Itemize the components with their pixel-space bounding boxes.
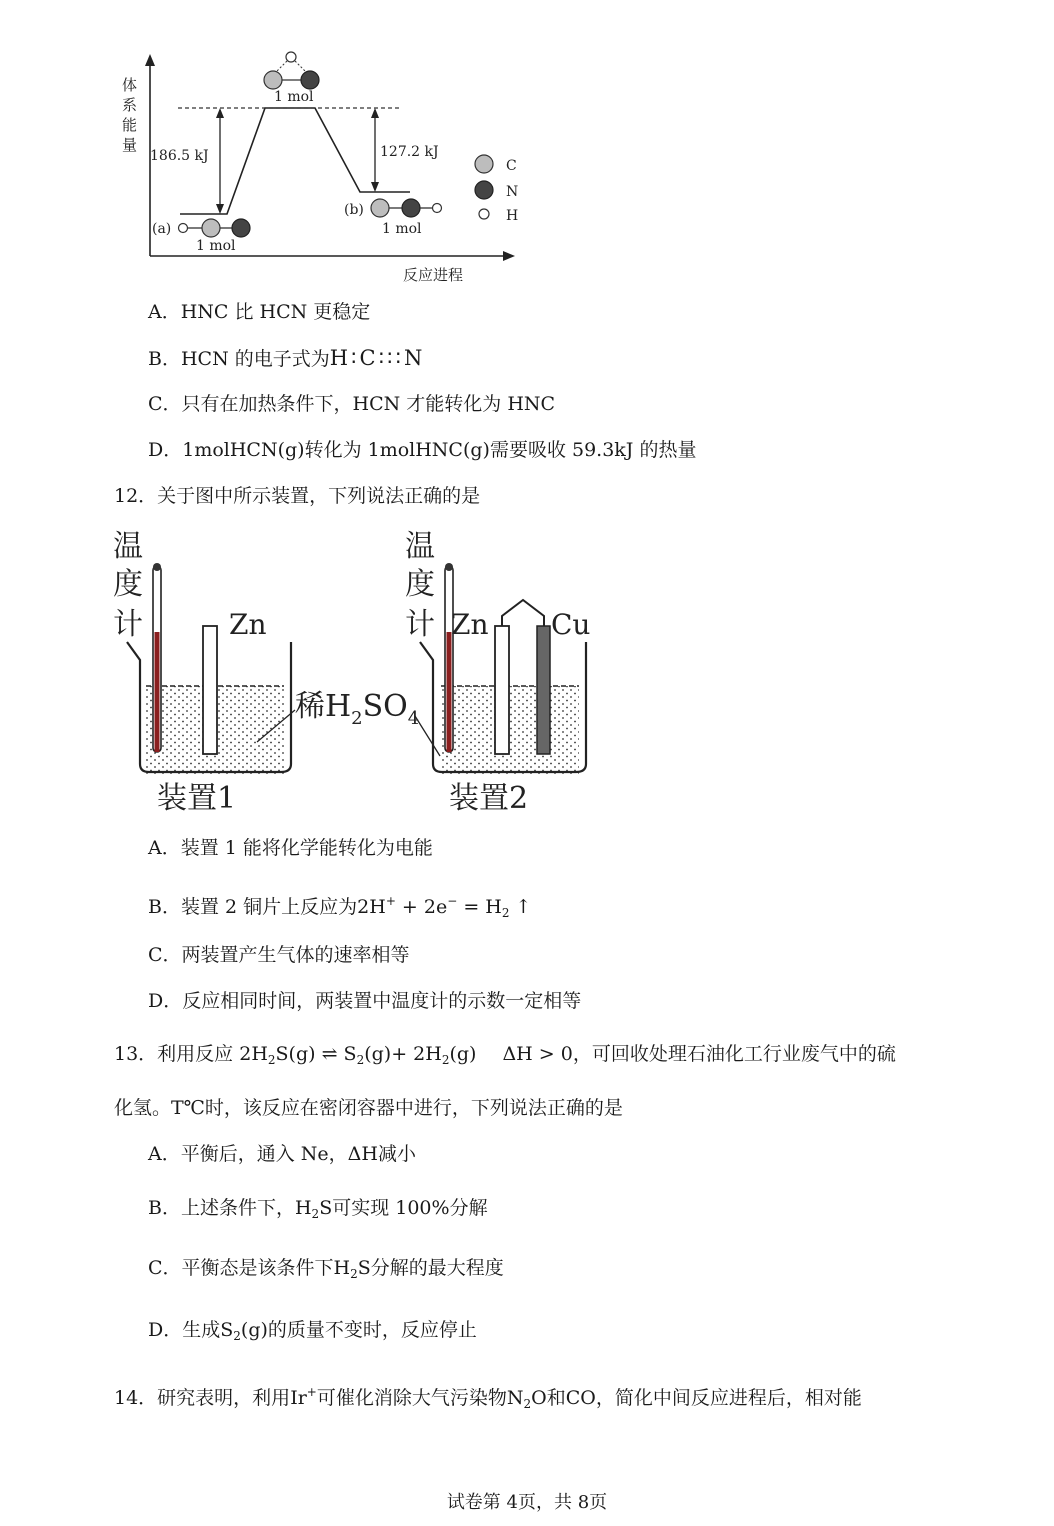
legend-h-swatch — [479, 209, 489, 219]
thermometer-label-2-char1: 温 — [405, 529, 435, 564]
zn-label-1: Zn — [229, 608, 267, 641]
q12-option-b: B．装置 2 铜片上反应为$2H^+ + 2e^- = H_2$ ↑ — [148, 894, 532, 920]
connecting-wire — [502, 600, 544, 626]
q12-stem: 12．关于图中所示装置，下列说法正确的是 — [114, 485, 481, 507]
apparatus-figure — [105, 520, 615, 820]
thermometer-label-1-char2: 度 — [113, 567, 143, 602]
left-energy-label: 186.5 kJ — [150, 148, 209, 164]
y-axis-label-4: 量 — [122, 136, 138, 154]
thermometer-label-2-char2: 度 — [405, 567, 435, 602]
energy-diagram — [110, 44, 550, 289]
q13-option-c: C．平衡态是该条件下$H_2S$分解的最大程度 — [148, 1257, 504, 1281]
right-energy-label: 127.2 kJ — [380, 144, 439, 160]
device-2-label: 装置2 — [449, 781, 529, 816]
q13-option-b: B．上述条件下，$H_2S$可实现 100%分解 — [148, 1197, 488, 1221]
legend-c-swatch — [475, 155, 493, 173]
copper-electrode — [537, 626, 550, 754]
acid-solution-2 — [441, 686, 579, 774]
transition-amount: 1 mol — [274, 89, 314, 105]
legend-n-swatch — [475, 181, 493, 199]
x-axis-label: 反应进程 — [403, 266, 464, 284]
q11-option-b-text: B．HCN 的电子式为 — [148, 348, 330, 370]
zn-label-2: Zn — [451, 608, 489, 641]
zinc-electrode-2 — [495, 626, 509, 754]
y-axis-label-2: 系 — [122, 96, 138, 114]
hcn-electron-formula: H∶C∶∶∶N — [329, 346, 426, 370]
device-1-label: 装置1 — [157, 781, 237, 816]
y-axis-label-1: 体 — [122, 76, 138, 94]
y-axis-label-3: 能 — [122, 116, 138, 134]
q12-option-c: C．两装置产生气体的速率相等 — [148, 944, 410, 966]
cu-label: Cu — [551, 608, 591, 641]
legend-h-label: H — [506, 208, 519, 224]
q13-stem-line2: 化氢。T℃时，该反应在密闭容器中进行，下列说法正确的是 — [114, 1097, 623, 1119]
q13-option-d: D．生成$S_2(g)$的质量不变时，反应停止 — [148, 1319, 477, 1343]
state-a-amount: 1 mol — [196, 238, 236, 254]
thermometer-label-1-char1: 温 — [113, 529, 143, 564]
q11-option-b — [148, 346, 425, 371]
q11-option-a: A．HNC 比 HCN 更稳定 — [148, 301, 371, 323]
state-b-label: (b) — [344, 202, 364, 218]
legend-c-label: C — [506, 158, 517, 174]
state-b-amount: 1 mol — [382, 221, 422, 237]
q13-option-a: A．平衡后，通入 Ne，ΔH减小 — [148, 1143, 416, 1165]
q12-option-a: A．装置 1 能将化学能转化为电能 — [148, 837, 433, 859]
q14-stem: 14．研究表明，利用Ir+可催化消除大气污染物$N_2O$和CO，简化中间反应进程后，相对能 — [114, 1385, 862, 1411]
thermometer-label-1-char3: 计 — [113, 607, 143, 642]
q13-stem-line1: 13．利用反应 $2H_2S(g)$ ⇌ $S_2(g)+ 2H_2(g) \Delta H > 0$，可回收处理石油化工行业废气中的硫 — [114, 1043, 896, 1067]
legend-n-label: N — [506, 184, 519, 200]
state-a-label: (a) — [152, 221, 172, 237]
q11-option-d: D．1molHCN(g)转化为 1molHNC(g)需要吸收 59.3kJ 的热量 — [148, 439, 697, 461]
q12-option-d: D．反应相同时间，两装置中温度计的示数一定相等 — [148, 990, 582, 1012]
acid-label: 稀$H_2SO_4$ — [295, 689, 420, 729]
thermometer-label-2-char3: 计 — [405, 607, 435, 642]
q11-option-c: C．只有在加热条件下，HCN 才能转化为 HNC — [148, 393, 556, 415]
zinc-electrode-1 — [203, 626, 217, 754]
page-footer: 试卷第 4页，共 8页 — [446, 1492, 608, 1513]
